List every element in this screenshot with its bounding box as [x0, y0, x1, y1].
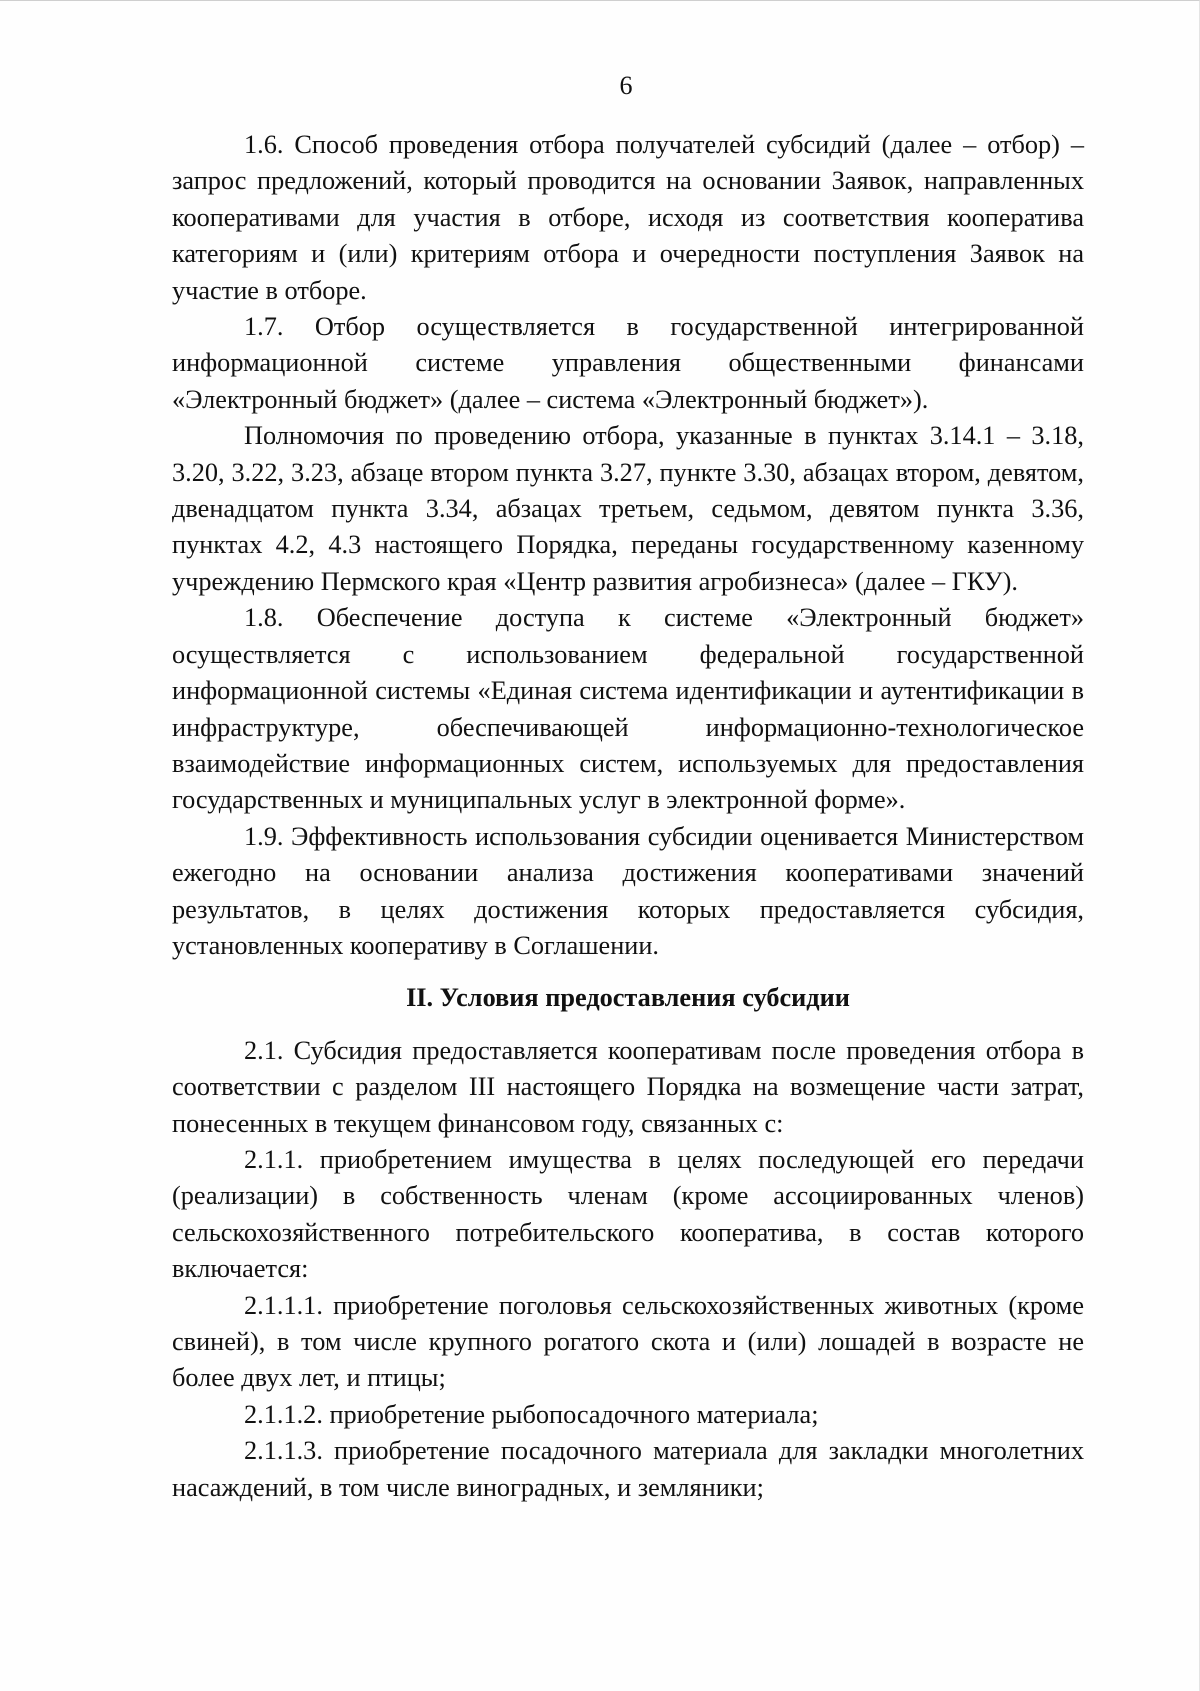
paragraph-2-1-1-1: 2.1.1.1. приобретение поголовья сельскохозяйственных животных (кроме свиней), в том числе крупного рогатого скота и (или) лошадей в возрасте не более двух лет, и птицы; [172, 1290, 1084, 1393]
paragraph-2-1-1: 2.1.1. приобретением имущества в целях последующей его передачи (реализации) в собственность членам (кроме ассоциированных членов) сельскохозяйственного потребительского кооператива, в состав которого включается: [172, 1144, 1084, 1284]
paragraph-2-1-1-3: 2.1.1.3. приобретение посадочного материала для закладки многолетних насаждений, в том числе виноградных, и земляники; [172, 1436, 1084, 1502]
paragraph-1-9: 1.9. Эффективность использования субсидии оценивается Министерством ежегодно на основании анализа достижения кооперативами значений результатов, в целях достижения которых предоставляется субсидия, установленных кооперативу в Соглашении. [172, 821, 1084, 960]
paragraph-1-6: 1.6. Способ проведения отбора получателей субсидий (далее – отбор) – запрос предложений, который проводится на основании Заявок, направленных кооперативами для участия в отборе, исходя из соответствия кооператива категориям и (или) критериям отбора и очередности поступления Заявок на участие в отборе. [172, 130, 1084, 305]
paragraph-1-8: 1.8. Обеспечение доступа к системе «Электронный бюджет» осуществляется с использованием федеральной государственной информационной системы «Единая система идентификации и аутентификации в инфраструктуре, обеспечивающей информационно-технологическое взаимодействие информационных систем, используемых для предоставления государственных и муниципальных услуг в электронной форме». [172, 603, 1084, 815]
paragraph-1-7: 1.7. Отбор осуществляется в государственной интегрированной информационной системе управления общественными финансами «Электронный бюджет» (далее – система «Электронный бюджет»). [172, 312, 1084, 414]
paragraph-powers: Полномочия по проведению отбора, указанные в пунктах 3.14.1 – 3.18, 3.20, 3.22, 3.23, абзаце втором пункта 3.27, пункте 3.30, абзацах втором, девятом, двенадцатом пункта 3.34, абзацах третьем, седьмом, девятом пункта 3.36, пунктах 4.2, 4.3 настоящего Порядка, переданы государственному казенному учреждению Пермского края «Центр развития агробизнеса» (далее – ГКУ). [172, 421, 1084, 596]
document-body [172, 127, 1084, 1506]
paragraph-2-1-1-2: 2.1.1.2. приобретение рыбопосадочного материала; [244, 1399, 819, 1429]
section-heading: II. Условия предоставления субсидии [406, 983, 850, 1013]
page-number: 6 [619, 71, 633, 100]
paragraph-2-1: 2.1. Субсидия предоставляется кооперативам после проведения отбора в соответствии с разделом III настоящего Порядка на возмещение части затрат, понесенных в текущем финансовом году, связанных с: [172, 1035, 1084, 1138]
